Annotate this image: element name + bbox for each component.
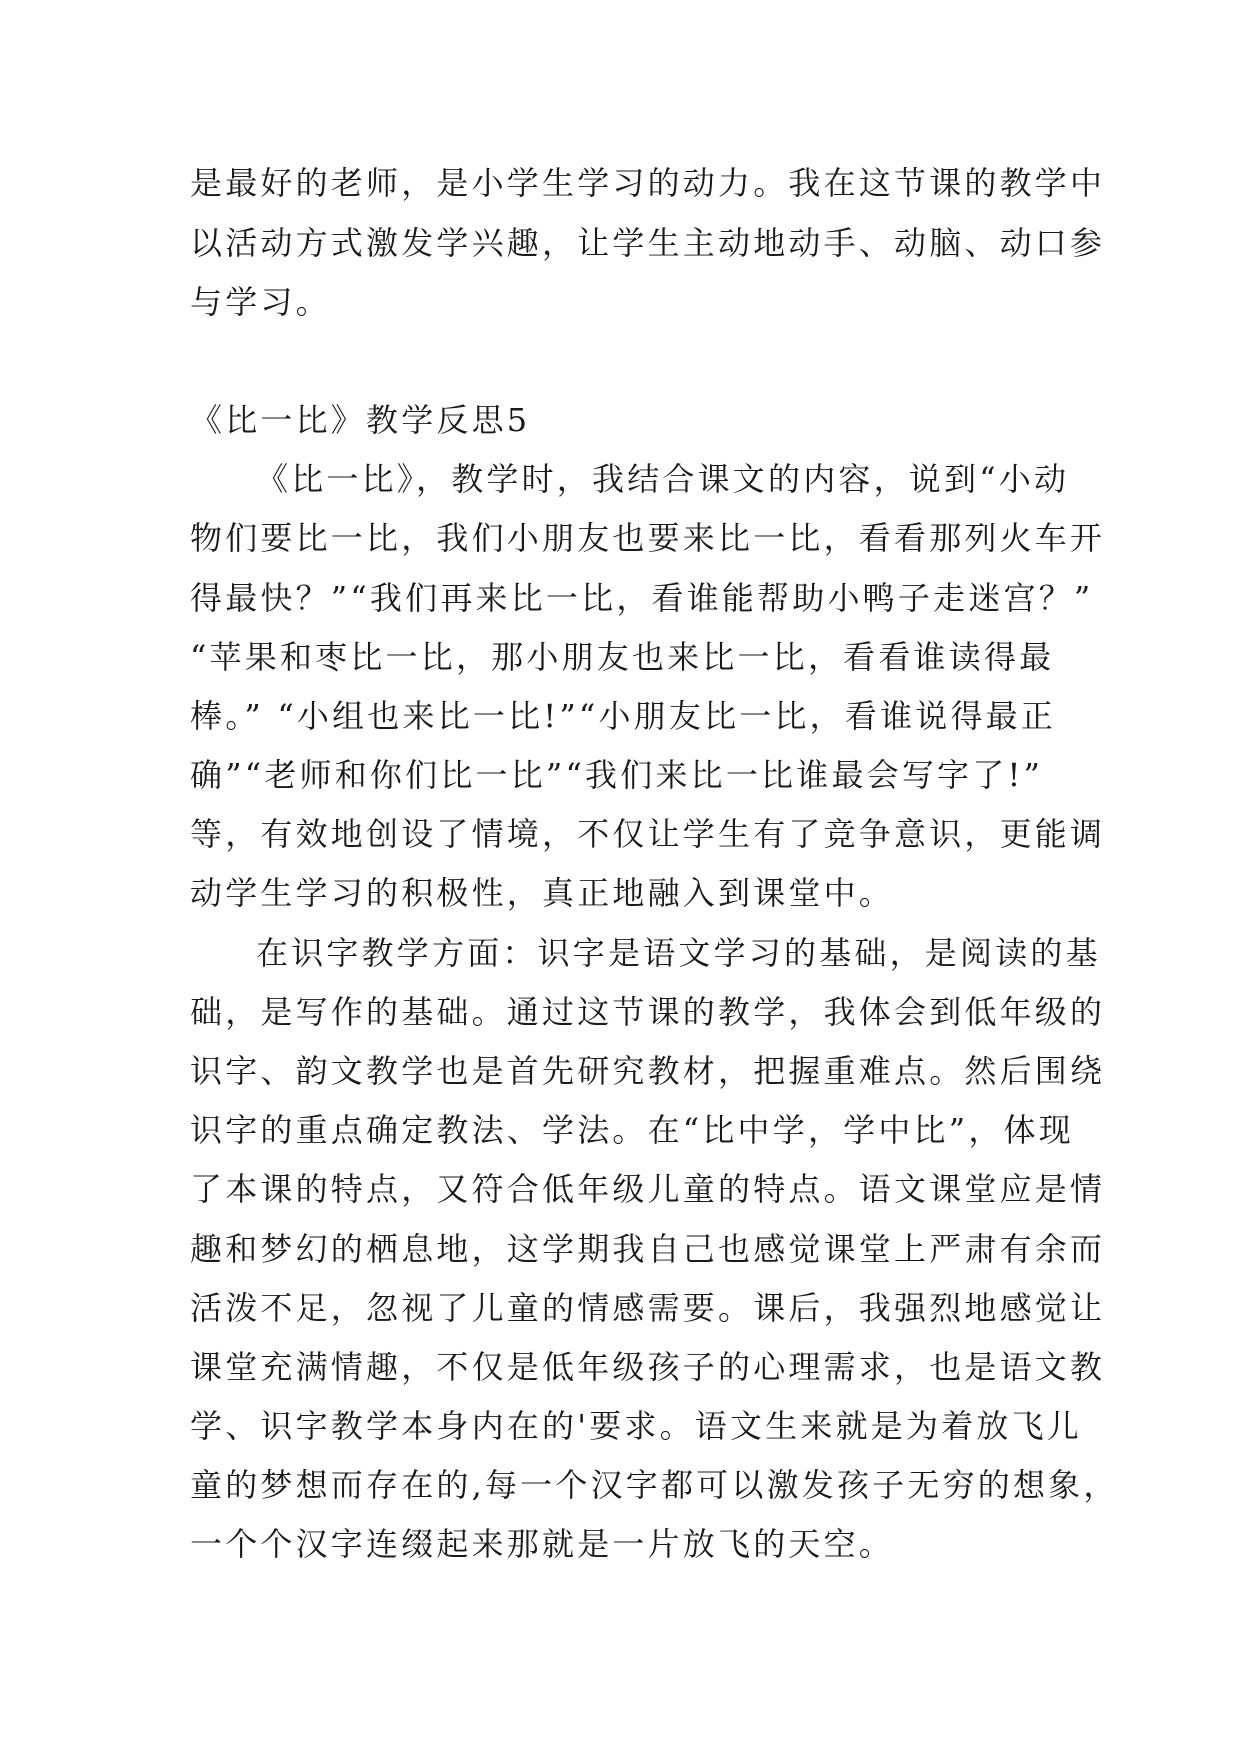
paragraph-2-line: 课堂充满情趣，不仅是低年级孩子的心理需求，也是语文教: [190, 1348, 1106, 1386]
paragraph-1-line: 得最快？”“我们再来比一比，看谁能帮助小鸭子走迷宫？”: [190, 579, 1094, 617]
paragraph-2-line: 了本课的特点，又符合低年级儿童的特点。语文课堂应是情: [190, 1170, 1106, 1208]
intro-line: 是最好的老师，是小学生学习的动力。我在这节课的教学中: [190, 164, 1106, 202]
paragraph-1-line: “苹果和枣比一比，那小朋友也来比一比，看看谁读得最: [190, 638, 1055, 676]
paragraph-2-line: 童的梦想而存在的,每一个汉字都可以激发孩子无穷的想象，: [190, 1466, 1119, 1504]
paragraph-2-line: 学、识字教学本身内在的'要求。语文生来就是为着放飞儿: [190, 1407, 1082, 1445]
paragraph-2-line: 础，是写作的基础。通过这节课的教学，我体会到低年级的: [190, 993, 1106, 1031]
section-heading: 《比一比》教学反思5: [190, 401, 531, 439]
paragraph-2-line: 识字的重点确定教法、学法。在“比中学，学中比”，体现: [190, 1111, 1074, 1149]
paragraph-2-line: 一个个汉字连缀起来那就是一片放飞的天空。: [190, 1525, 895, 1563]
paragraph-1-line: 物们要比一比，我们小朋友也要来比一比，看看那列火车开: [190, 519, 1106, 557]
paragraph-2-line: 识字、韵文教学也是首先研究教材，把握重难点。然后围绕: [190, 1052, 1106, 1090]
paragraph-1-line: 等，有效地创设了情境，不仅让学生有了竞争意识，更能调: [190, 815, 1106, 853]
paragraph-2-line: 活泼不足，忽视了儿童的情感需要。课后，我强烈地感觉让: [190, 1289, 1106, 1327]
paragraph-1-line: 棒。” “小组也来比一比!”“小朋友比一比，看谁说得最正: [190, 697, 1057, 735]
paragraph-2-line: 在识字教学方面：识字是语文学习的基础，是阅读的基: [256, 934, 1101, 972]
intro-line: 与学习。: [190, 283, 331, 321]
intro-line: 以活动方式激发学兴趣，让学生主动地动手、动脑、动口参: [190, 224, 1106, 262]
paragraph-1-line: 《比一比》，教学时，我结合课文的内容，说到“小动: [256, 460, 1070, 498]
paragraph-2-line: 趣和梦幻的栖息地，这学期我自己也感觉课堂上严肃有余而: [190, 1230, 1106, 1268]
paragraph-1-line: 动学生学习的积极性，真正地融入到课堂中。: [190, 874, 895, 912]
paragraph-1-line: 确”“老师和你们比一比”“我们来比一比谁最会写字了!”: [190, 756, 1044, 794]
